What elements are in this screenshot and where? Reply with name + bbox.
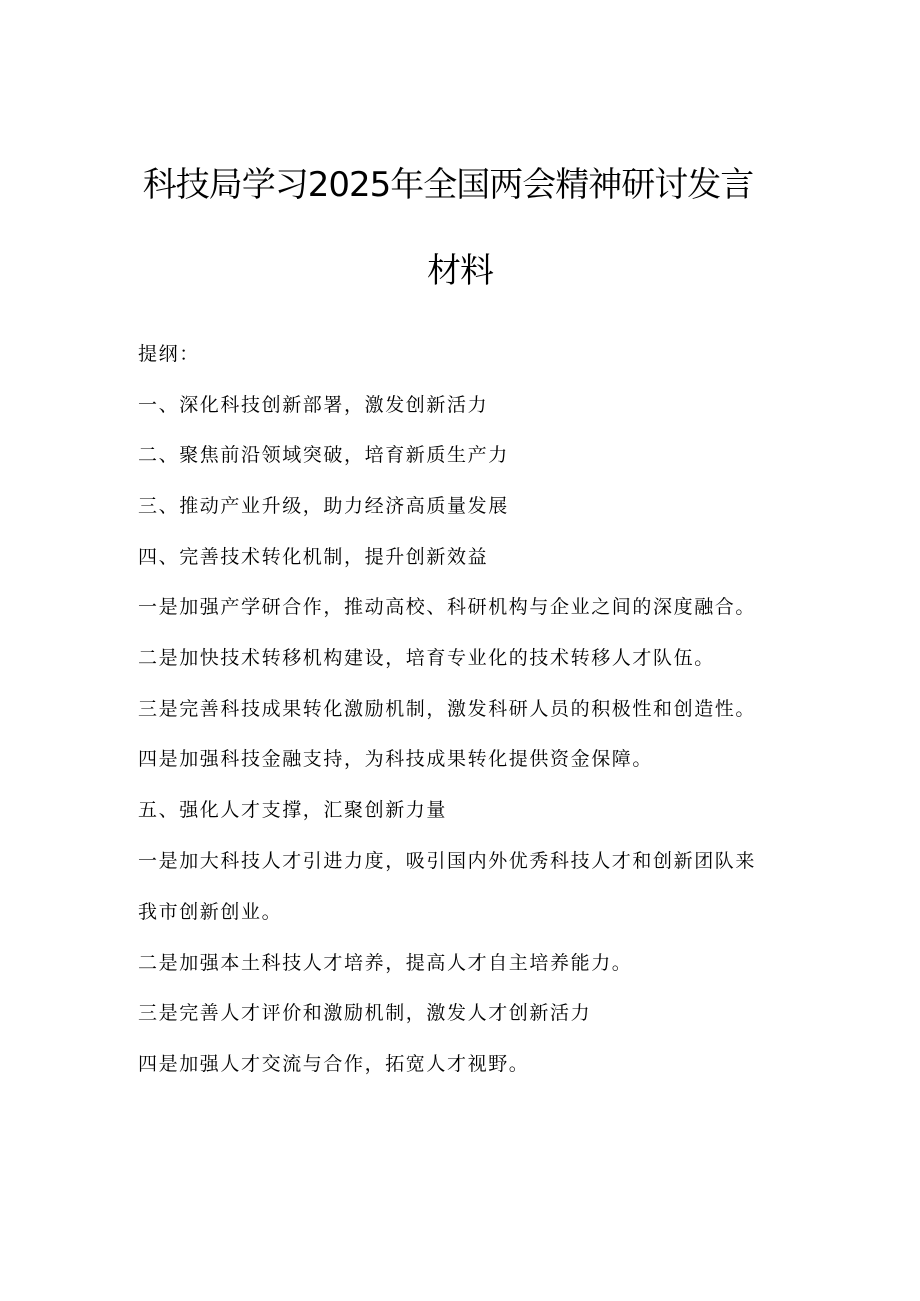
paragraph-line: 三是完善人才评价和激励机制，激发人才创新活力 xyxy=(138,1002,592,1024)
paragraph-line: 三是完善科技成果转化激励机制，激发科研人员的积极性和创造性。 xyxy=(138,698,757,720)
paragraph-line: 一是加强产学研合作，推动高校、科研机构与企业之间的深度融合。 xyxy=(138,596,757,618)
outline-item-3: 三、推动产业升级，助力经济高质量发展 xyxy=(138,495,509,517)
outline-item-2: 二、聚焦前沿领域突破，培育新质生产力 xyxy=(138,444,509,466)
outline-label: 提纲： xyxy=(138,343,200,365)
paragraph-line: 四是加强人才交流与合作，拓宽人才视野。 xyxy=(138,1053,530,1075)
document-title-line-1: 科技局学习2025年全国两会精神研讨发言 xyxy=(142,165,754,205)
paragraph-line: 二是加快技术转移机构建设，培育专业化的技术转移人才队伍。 xyxy=(138,647,715,669)
outline-item-4: 四、完善技术转化机制，提升创新效益 xyxy=(138,546,489,568)
outline-item-1: 一、深化科技创新部署，激发创新活力 xyxy=(138,394,489,416)
document-title-line-2: 材料 xyxy=(427,251,493,291)
paragraph-line: 四是加强科技金融支持，为科技成果转化提供资金保障。 xyxy=(138,748,654,770)
outline-item-5: 五、强化人才支撑，汇聚创新力量 xyxy=(138,799,448,821)
paragraph-line: 一是加大科技人才引进力度，吸引国内外优秀科技人才和创新团队来 xyxy=(138,850,757,872)
paragraph-line: 我市创新创业。 xyxy=(138,901,283,923)
paragraph-line: 二是加强本土科技人才培养，提高人才自主培养能力。 xyxy=(138,952,633,974)
